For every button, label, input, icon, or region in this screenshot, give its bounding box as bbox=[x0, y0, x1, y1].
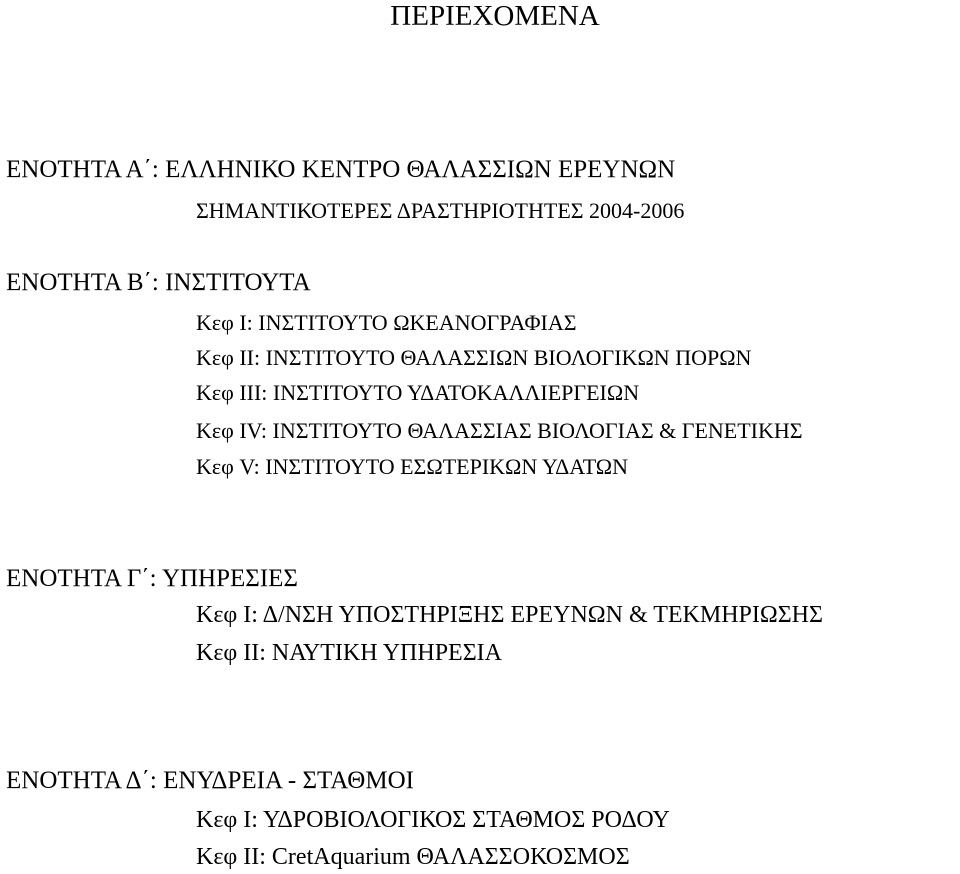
section-b-chapter-1: Κεφ Ι: ΙΝΣΤΙΤΟΥΤΟ ΩΚΕΑΝΟΓΡΑΦΙΑΣ bbox=[196, 310, 577, 335]
section-c-chapter-2: Κεφ ΙΙ: ΝΑΥΤΙΚΗ ΥΠΗΡΕΣΙΑ bbox=[196, 640, 502, 666]
section-c-chapter-1: Κεφ Ι: Δ/ΝΣΗ ΥΠΟΣΤΗΡΙΞΗΣ ΕΡΕΥΝΩΝ & ΤΕΚΜΗΡΙΩΣΗΣ bbox=[196, 602, 823, 628]
section-b-chapter-2: Κεφ ΙΙ: ΙΝΣΤΙΤΟΥΤΟ ΘΑΛΑΣΣΙΩΝ ΒΙΟΛΟΓΙΚΩΝ ΠΟΡΩΝ bbox=[196, 345, 752, 370]
section-b-heading: ΕΝΟΤΗΤΑ Β΄: ΙΝΣΤΙΤΟΥΤΑ bbox=[6, 269, 311, 296]
section-d-heading: ΕΝΟΤΗΤΑ Δ΄: ΕΝΥΔΡΕΙΑ - ΣΤΑΘΜΟΙ bbox=[6, 767, 414, 794]
section-d-chapter-2: Κεφ ΙΙ: CretAquarium ΘΑΛΑΣΣΟΚΟΣΜΟΣ bbox=[196, 844, 630, 870]
section-b-chapter-3: Κεφ ΙΙΙ: ΙΝΣΤΙΤΟΥΤΟ ΥΔΑΤΟΚΑΛΛΙΕΡΓΕΙΩΝ bbox=[196, 380, 640, 405]
page-title: ΠΕΡΙΕΧΟΜΕΝΑ bbox=[390, 0, 600, 32]
section-c-heading: ΕΝΟΤΗΤΑ Γ΄: ΥΠΗΡΕΣΙΕΣ bbox=[6, 565, 298, 592]
section-a-subtitle: ΣΗΜΑΝΤΙΚΟΤΕΡΕΣ ΔΡΑΣΤΗΡΙΟΤΗΤΕΣ 2004-2006 bbox=[196, 198, 685, 223]
section-b-chapter-4: Κεφ ΙV: ΙΝΣΤΙΤΟΥΤΟ ΘΑΛΑΣΣΙΑΣ ΒΙΟΛΟΓΙΑΣ & ΓΕΝΕΤΙΚΗΣ bbox=[196, 418, 803, 443]
section-b-chapter-5: Κεφ V: ΙΝΣΤΙΤΟΥΤΟ ΕΣΩΤΕΡΙΚΩΝ ΥΔΑΤΩΝ bbox=[196, 454, 628, 479]
section-a-heading: ΕΝΟΤΗΤΑ Α΄: ΕΛΛΗΝΙΚΟ ΚΕΝΤΡΟ ΘΑΛΑΣΣΙΩΝ ΕΡΕΥΝΩΝ bbox=[6, 156, 676, 183]
section-d-chapter-1: Κεφ Ι: ΥΔΡΟΒΙΟΛΟΓΙΚΟΣ ΣΤΑΘΜΟΣ ΡΟΔΟΥ bbox=[196, 807, 670, 833]
